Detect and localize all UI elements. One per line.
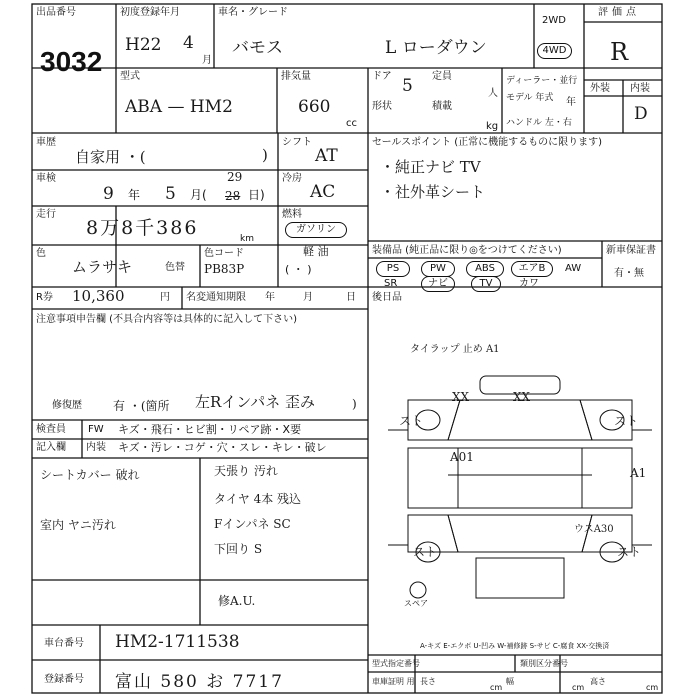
repair-detail: 左Rインパネ 歪み bbox=[195, 393, 316, 411]
fuel-paren: ( ・ ) bbox=[285, 263, 312, 276]
int-label: 内装 bbox=[86, 442, 106, 453]
equip-sr: SR bbox=[384, 278, 398, 289]
r-ticket-unit: 円 bbox=[160, 292, 170, 303]
color-label: 色 bbox=[36, 248, 46, 259]
fw-label: FW bbox=[88, 424, 104, 435]
mark-usu-a30: ウスA30 bbox=[574, 524, 614, 535]
r-ticket-value: 10,360 bbox=[72, 287, 125, 305]
remark-right-3: Fインパネ SC bbox=[214, 517, 291, 531]
history-close: ) bbox=[262, 146, 268, 164]
fuel-gasoline: ガソリン bbox=[285, 222, 347, 238]
remark-left-2: 室内 ヤニ汚れ bbox=[40, 518, 116, 532]
interior-label: 内装 bbox=[630, 83, 650, 94]
height-unit: cm bbox=[646, 683, 659, 692]
color-code-label: 色コード bbox=[204, 248, 244, 259]
sales-item-2: ・社外革シート bbox=[380, 183, 486, 201]
door-label: ドア bbox=[372, 71, 392, 82]
model-label: 型式 bbox=[120, 71, 140, 82]
drive-4wd: 4WD bbox=[537, 43, 572, 59]
fw-items: キズ・飛石・ヒビ割・リペア跡・X要 bbox=[118, 423, 302, 436]
color-code: PB83P bbox=[204, 262, 245, 276]
car-name: バモス bbox=[232, 38, 283, 58]
first-reg-label: 初度登録年月 bbox=[120, 7, 180, 18]
mileage-value: 8万8千386 bbox=[86, 217, 199, 239]
first-reg-year: H22 bbox=[125, 35, 162, 55]
equip-ps: PS bbox=[376, 261, 410, 277]
inspection-year-unit: 年 bbox=[128, 188, 141, 202]
remark-right-4: 下回り S bbox=[214, 542, 263, 556]
mark-xx-2: XX bbox=[513, 390, 531, 404]
load-label: 積載 bbox=[432, 101, 452, 112]
sales-item-1: ・純正ナビ TV bbox=[380, 158, 481, 176]
repair-value: 有 ・(箇所 bbox=[113, 399, 170, 413]
equip-pw: PW bbox=[421, 261, 455, 277]
drive-2wd: 2WD bbox=[542, 15, 566, 26]
class-label: 類別区分番号 bbox=[520, 659, 568, 668]
equip-leather: カワ bbox=[519, 278, 539, 289]
model-value: ABA — HM2 bbox=[125, 97, 233, 117]
capacity-unit: 人 bbox=[488, 88, 498, 99]
interior-value: D bbox=[634, 104, 648, 124]
inspection-month-unit: 月( bbox=[190, 188, 207, 202]
name-change-label: 名変通知期限 bbox=[186, 292, 246, 303]
mileage-unit: km bbox=[240, 234, 254, 244]
name-change-month: 月 bbox=[303, 292, 313, 303]
shift-label: シフト bbox=[282, 137, 312, 148]
equipment-label: 装備品 (純正品に限り◎をつけてください) bbox=[372, 245, 562, 256]
reg-label: 登録番号 bbox=[44, 674, 84, 685]
chassis-value: HM2-1711538 bbox=[115, 632, 240, 652]
inspection-old-day: 28 bbox=[225, 189, 241, 203]
aircon-label: 冷房 bbox=[282, 173, 302, 184]
history-label: 車歴 bbox=[36, 137, 56, 148]
capacity-label: 定員 bbox=[432, 71, 452, 82]
mark-st-2: スト bbox=[614, 414, 639, 428]
dealer-label: ディーラー・並行 bbox=[506, 76, 578, 86]
lot-number: 3032 bbox=[40, 46, 103, 77]
equip-airbag: エアB bbox=[511, 261, 553, 277]
width-unit: cm bbox=[572, 683, 585, 692]
inspector-label-2: 記入欄 bbox=[36, 442, 66, 453]
repair-label: 修復歴 bbox=[52, 400, 82, 411]
remark-right-1: 天張り 汚れ bbox=[214, 464, 278, 478]
mileage-label: 走行 bbox=[36, 209, 56, 220]
sales-label: セールスポイント (正常に機能するものに限ります) bbox=[372, 137, 603, 148]
mark-st-1: スト bbox=[399, 414, 424, 428]
mark-xx-1: XX bbox=[452, 390, 470, 404]
car-damage-diagram bbox=[368, 330, 662, 620]
length-unit: cm bbox=[490, 683, 503, 692]
load-unit: kg bbox=[486, 121, 499, 132]
repair-close: ) bbox=[352, 397, 357, 411]
width-label: 幅 bbox=[506, 677, 514, 686]
chassis-label: 車台番号 bbox=[44, 638, 84, 649]
displacement-value: 660 bbox=[298, 97, 331, 117]
shape-label: 形状 bbox=[372, 101, 392, 112]
remark-right-2: タイヤ 4本 残込 bbox=[214, 492, 302, 506]
fuel-label: 燃料 bbox=[282, 209, 302, 220]
remark-left-1: シートカバー 破れ bbox=[40, 468, 140, 482]
length-label: 長さ bbox=[420, 677, 436, 686]
color-change-label: 色替 bbox=[165, 262, 185, 273]
handle-label: ハンドル 左・右 bbox=[506, 118, 572, 128]
r-ticket-label: R券 bbox=[36, 292, 53, 303]
name-change-year: 年 bbox=[265, 292, 275, 303]
shift-value: AT bbox=[315, 146, 338, 166]
first-reg-month: 4 bbox=[183, 33, 194, 53]
spec-label: 型式指定番号 bbox=[372, 659, 420, 668]
equip-tv: TV bbox=[471, 276, 501, 292]
remark-right-5: 修A.U. bbox=[218, 594, 256, 608]
mark-tie-wrap: タイラップ 止め A1 bbox=[410, 344, 500, 355]
equip-abs: ABS bbox=[466, 261, 504, 277]
exterior-label: 外装 bbox=[590, 83, 610, 94]
rating-value: R bbox=[610, 38, 629, 66]
equip-aw: AW bbox=[565, 263, 582, 274]
inspection-month: 5 bbox=[165, 184, 176, 204]
warranty-label: 新車保証書 bbox=[606, 245, 656, 256]
color-value: ムラサキ bbox=[72, 258, 133, 276]
int-items: キズ・汚レ・コゲ・穴・スレ・キレ・破レ bbox=[118, 441, 327, 454]
inspector-label-1: 検査員 bbox=[36, 424, 66, 435]
mark-st-4: スト bbox=[617, 545, 642, 559]
height-label: 高さ bbox=[590, 677, 606, 686]
model-year-label: モデル 年式 bbox=[506, 93, 554, 103]
damage-legend: A-キズ E-エクボ U-凹み W-補修跡 S-サビ C-腐食 XX-交換済 bbox=[420, 642, 610, 650]
car-name-label: 車名・グレード bbox=[218, 7, 288, 18]
mark-st-3: スト bbox=[413, 545, 438, 559]
inspection-year: 9 bbox=[103, 184, 114, 204]
inspection-new-day: 29 bbox=[227, 170, 243, 184]
model-year-unit: 年 bbox=[566, 97, 576, 108]
mark-a01: A01 bbox=[450, 450, 474, 464]
inspection-label: 車検 bbox=[36, 173, 56, 184]
rear-label: 後日品 bbox=[372, 292, 402, 303]
displacement-unit: cc bbox=[346, 118, 357, 129]
displacement-label: 排気量 bbox=[281, 71, 311, 82]
history-value: 自家用 ・( bbox=[75, 148, 146, 166]
reg-value: 富山 580 お 7717 bbox=[115, 672, 284, 692]
fuel-diesel: 軽 油 bbox=[303, 245, 329, 258]
storage-label: 車庫証明 用 bbox=[372, 677, 415, 686]
rating-label: 評価点 bbox=[598, 7, 640, 18]
inspection-day-unit: 日) bbox=[248, 188, 265, 202]
car-grade: L ローダウン bbox=[385, 38, 487, 58]
notes-label: 注意事項申告欄 (不具合内容等は具体的に記入して下さい) bbox=[36, 314, 297, 325]
warranty-value: 有・無 bbox=[614, 268, 644, 279]
first-reg-month-unit: 月 bbox=[202, 55, 212, 66]
aircon-value: AC bbox=[310, 182, 336, 202]
lot-label: 出品番号 bbox=[36, 7, 76, 18]
equip-navi: ナビ bbox=[421, 276, 455, 292]
mark-a1: A1 bbox=[630, 466, 647, 480]
door-value: 5 bbox=[402, 76, 413, 96]
name-change-day: 日 bbox=[346, 292, 356, 303]
spare-label: スペア bbox=[404, 599, 428, 608]
